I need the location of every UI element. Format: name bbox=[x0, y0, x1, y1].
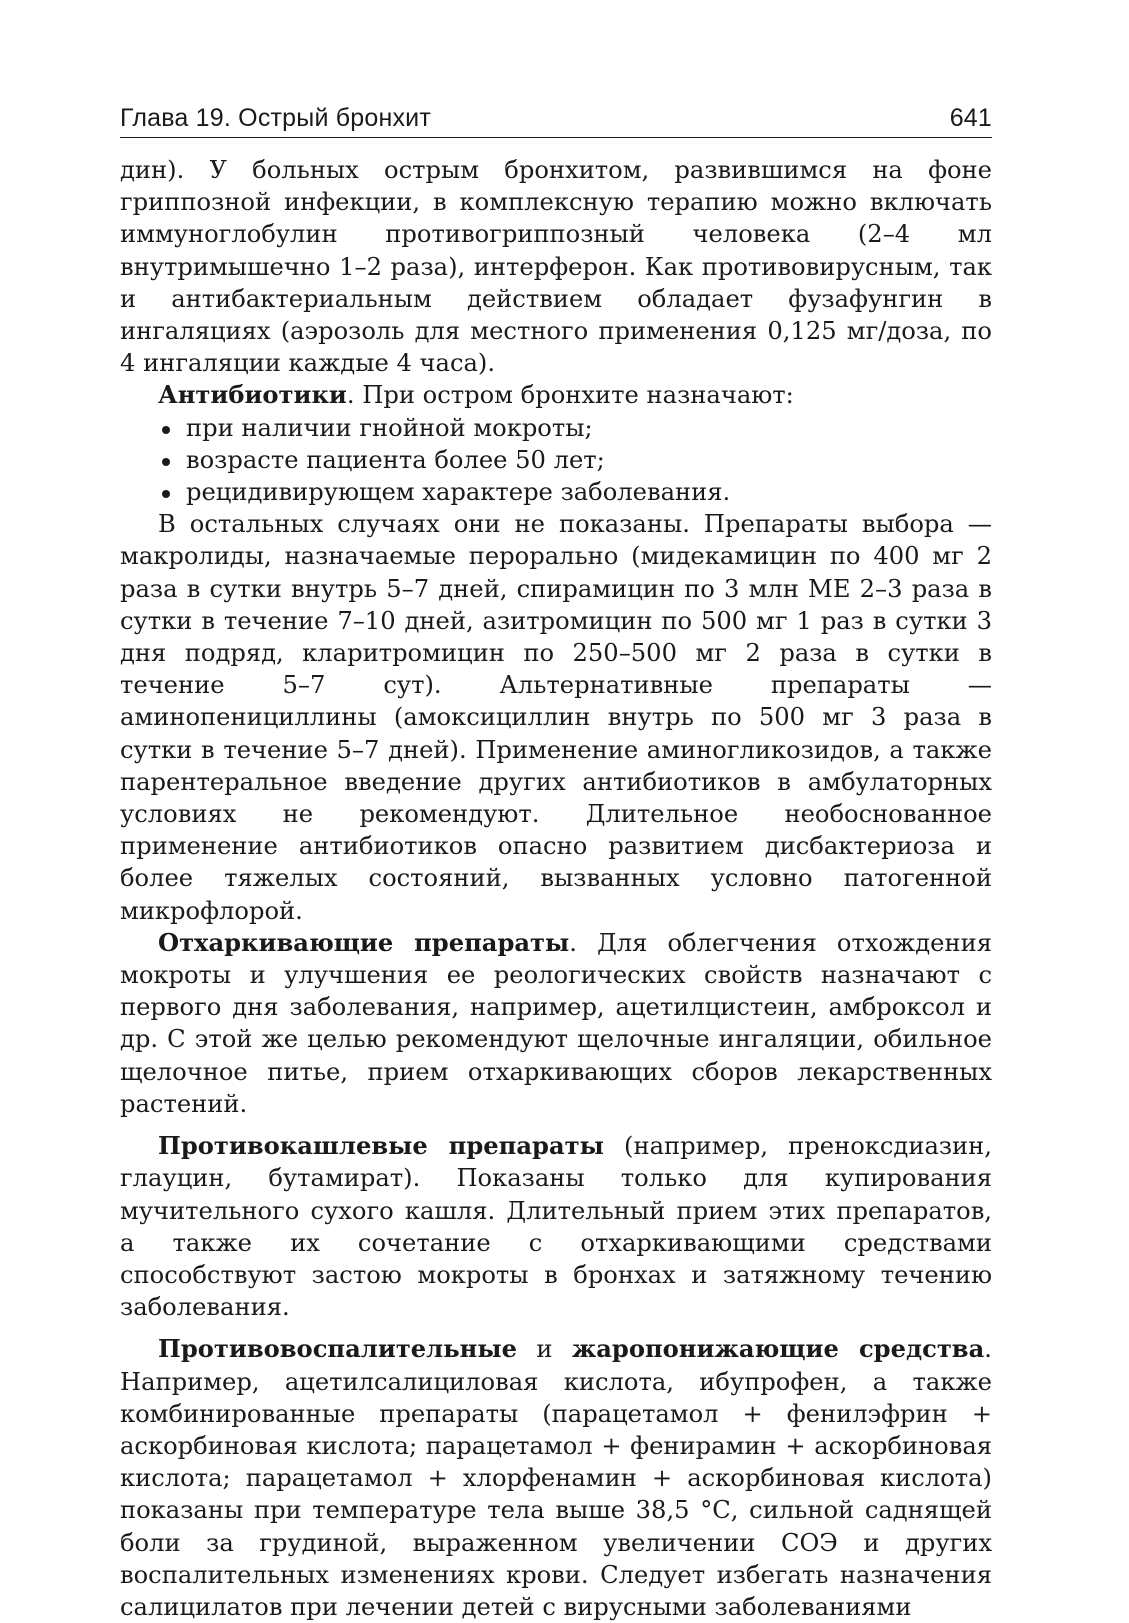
expectorants-text: . Для облегчения отхождения мокроты и улучшения ее реологических свойств назначают с первого дня заболевания, например, ацетилцистеин, амброксол и др. С этой же целью рекомендуют щелочные ингаляции, обильное щелочное питье, прием отхаркивающих сборов лекарственных растений. bbox=[120, 928, 992, 1118]
paragraph-drugs-of-choice: В остальных случаях они не показаны. Препараты выбора — макролиды, назначаемые перорально (мидекамицин по 400 мг 2 раза в сутки внутрь 5–7 дней, спирамицин по 3 млн МЕ 2–3 раза в сутки в течение 7–10 дней, азитромицин по 500 мг 1 раз в сутки 3 дня подряд, кларитромицин по 250–500 мг 2 раза в сутки в течение 5–7 сут). Альтернативные препараты — аминопенициллины (амоксициллин внутрь по 500 мг 3 раза в сутки в течение 5–7 дней). Применение аминогликозидов, а также парентеральное введение других антибиотиков в амбулаторных условиях не рекомендуют. Длительное необоснованное применение антибиотиков опасно развитием дисбактериоза и более тяжелых состояний, вызванных условно патогенной микрофлорой. bbox=[120, 510, 992, 925]
term-antipyretic: жаропонижающие средства bbox=[571, 1334, 985, 1364]
page-number: 641 bbox=[949, 104, 992, 132]
list-item: рецидивирующем характере заболевания. bbox=[120, 476, 992, 508]
term-expectorants: Отхаркивающие препараты bbox=[158, 927, 570, 957]
conjunction: и bbox=[516, 1335, 572, 1364]
paragraph-expectorants bbox=[120, 927, 992, 1120]
paragraph-antitussives bbox=[120, 1130, 992, 1323]
term-antibiotics: Антибиотики bbox=[158, 380, 347, 410]
running-head bbox=[120, 104, 992, 138]
term-antitussives: Противокашлевые препараты bbox=[158, 1131, 604, 1161]
paragraph-antibiotics bbox=[120, 379, 992, 411]
bullet-icon bbox=[162, 458, 170, 466]
book-page bbox=[120, 104, 992, 1623]
list-item: при наличии гнойной мокроты; bbox=[120, 412, 992, 444]
antibiotics-intro: . При остром бронхите назначают: bbox=[346, 381, 794, 410]
chapter-title: Глава 19. Острый бронхит bbox=[120, 104, 432, 132]
paragraph-antiviral: дин). У больных острым бронхитом, развившимся на фоне гриппозной инфекции, в комплексную терапию можно включать иммуноглобулин противогриппозный человека (2–4 мл внутримышечно 1–2 раза), интерферон. Как противовирусным, так и антибактериальным действием обладает фузафунгин в ингаляциях (аэрозоль для местного применения 0,125 мг/доза, по 4 ингаляции каждые 4 часа). bbox=[120, 156, 992, 378]
antitussives-text: (например, пренокcдиазин, глауцин, бутамират). Показаны только для купирования мучительного сухого кашля. Длительный прием этих препаратов, а также их сочетание с отхаркивающими средствами способствуют застою мокроты в бронхах и затяжному течению заболевания. bbox=[120, 1132, 992, 1322]
bullet-icon bbox=[162, 490, 170, 498]
indications-list bbox=[120, 412, 992, 509]
list-item: возрасте пациента более 50 лет; bbox=[120, 444, 992, 476]
body-text bbox=[120, 154, 992, 1623]
antiinflammatory-text: . Например, ацетилсалициловая кислота, ибупрофен, а также комбинированные препараты (парацетамол + фенилэфрин + аскорбиновая кислота; парацетамол + фенирамин + аскорбиновая кислота; парацетамол + хлорфенамин + аскорбиновая кислота) показаны при температуре тела выше 38,5 °С, сильной саднящей боли за грудиной, выраженном увеличении СОЭ и других воспалительных изменениях крови. Следует избегать назначения салицилатов при лечении детей с вирусными заболеваниями bbox=[120, 1335, 992, 1621]
term-antiinflammatory: Противовоспалительные bbox=[158, 1334, 517, 1364]
bullet-icon bbox=[162, 426, 170, 434]
paragraph-antiinflammatory bbox=[120, 1333, 992, 1623]
